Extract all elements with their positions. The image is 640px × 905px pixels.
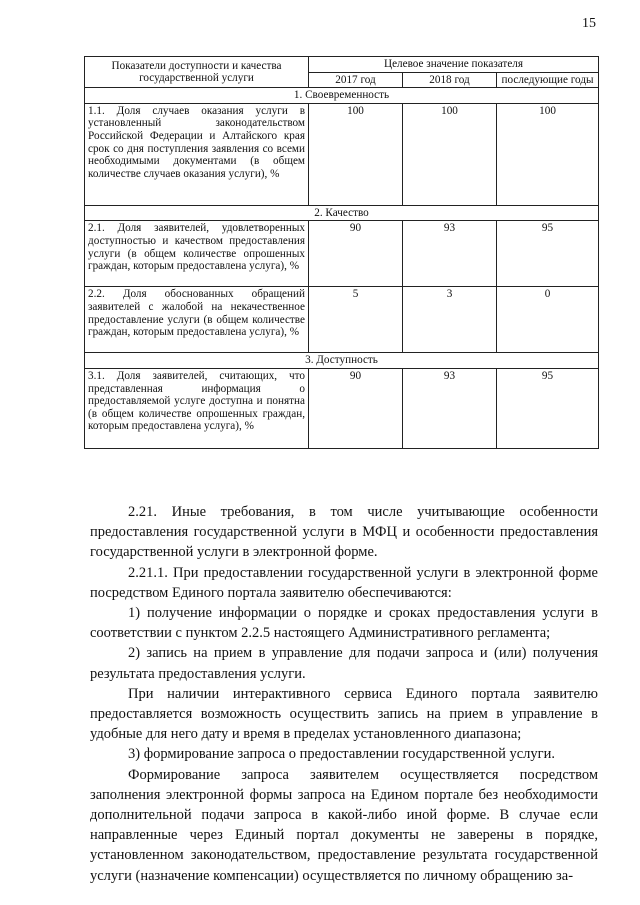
section-row <box>85 88 599 104</box>
value-next: 95 <box>497 221 599 287</box>
paragraph: 2.21.1. При предоставлении государственной услуги в электронной форме посредством Единого портала заявителю обеспечиваются: <box>90 564 598 601</box>
value-next: 0 <box>497 287 599 353</box>
section-row <box>85 353 599 369</box>
indicator-text: 1.1. Доля случаев оказания услуги в установленный законодательством Российской Федерации и Алтайского края срок со дня поступления заявления со всеми необходимыми документами (в общем количестве случаев оказания услуги), % <box>85 103 309 205</box>
section-title: 2. Качество <box>85 205 599 221</box>
value-2018: 100 <box>403 103 497 205</box>
value-2017: 90 <box>309 368 403 448</box>
body-text <box>90 502 598 886</box>
value-2018: 93 <box>403 221 497 287</box>
value-next: 100 <box>497 103 599 205</box>
indicator-text: 2.2. Доля обоснованных обращений заявителей с жалобой на некачественное предоставление услуги (в общем количестве граждан, которым предоставлена услуга), % <box>85 287 309 353</box>
table-row <box>85 221 599 287</box>
paragraph: 1) получение информации о порядке и сроках предоставления услуги в соответствии с пунктом 2.2.5 настоящего Административного регламента; <box>90 605 598 642</box>
header-year-2018: 2018 год <box>403 72 497 88</box>
indicators-table <box>84 56 599 449</box>
paragraph: Формирование запроса заявителем осуществляется посредством заполнения электронной формы запроса на Едином портале без необходимости дополнительной подачи запроса в какой-либо иной форме. В случае если направленные через Единый портал документы не заверены в порядке, установленном законодательством, предоставление результата государственной услуги (назначение компенсации) осуществляется по личному обращению за- <box>90 766 598 884</box>
header-year-2017: 2017 год <box>309 72 403 88</box>
value-2017: 5 <box>309 287 403 353</box>
page-number: 15 <box>582 16 596 31</box>
section-title: 3. Доступность <box>85 353 599 369</box>
header-year-next: последующие годы <box>497 72 599 88</box>
indicator-text: 2.1. Доля заявителей, удовлетворенных доступностью и качеством предоставления услуги (в общем количестве опрошенных граждан, которым предоставлена услуга), % <box>85 221 309 287</box>
table-row <box>85 368 599 448</box>
value-2018: 93 <box>403 368 497 448</box>
value-2018: 3 <box>403 287 497 353</box>
header-target: Целевое значение показателя <box>309 57 599 73</box>
section-row <box>85 205 599 221</box>
paragraph: 3) формирование запроса о предоставлении государственной услуги. <box>128 746 555 763</box>
paragraph: При наличии интерактивного сервиса Единого портала заявителю предоставляется возможность осуществить запись на прием в управление в удобные для него дату и время в пределах установленного диапазона; <box>90 685 598 743</box>
header-indicator: Показатели доступности и качества государственной услуги <box>85 57 309 88</box>
paragraph: 2.21. Иные требования, в том числе учитывающие особенности предоставления государственной услуги в МФЦ и особенности предоставления государственной услуги в электронной форме. <box>90 504 598 561</box>
paragraph: 2) запись на прием в управление для подачи запроса и (или) получения результата предоставления услуги. <box>90 645 598 682</box>
indicator-text: 3.1. Доля заявителей, считающих, что представленная информация о предоставляемой услуге доступна и понятна (в общем количестве опрошенных граждан, которым предоставлена услуга), % <box>85 368 309 448</box>
value-next: 95 <box>497 368 599 448</box>
table-row <box>85 287 599 353</box>
value-2017: 90 <box>309 221 403 287</box>
value-2017: 100 <box>309 103 403 205</box>
table-row <box>85 103 599 205</box>
section-title: 1. Своевременность <box>85 88 599 104</box>
